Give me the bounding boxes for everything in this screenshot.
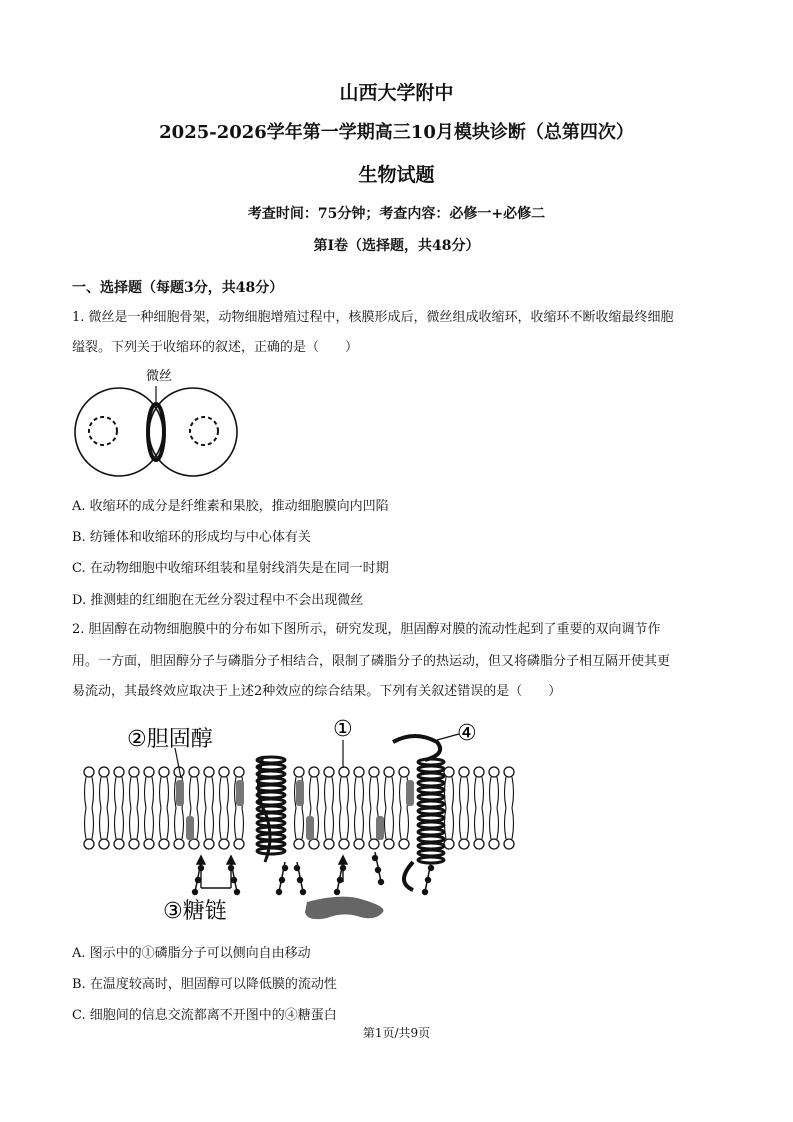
- glycoprotein-label: ④: [457, 721, 477, 746]
- question-2-stem-line-2: 用。一方面，胆固醇分子与磷脂分子相结合，限制了磷脂分子的热运动，但又将磷脂分子相互隔开使其更: [72, 654, 671, 669]
- phospholipid-label: ①: [333, 717, 353, 742]
- question-2-option-c: C. 细胞间的信息交流都离不开图中的④糖蛋白: [72, 1008, 337, 1023]
- right-nucleus: [190, 417, 218, 445]
- phospholipid: [159, 767, 169, 849]
- question-1-stem-line-2: 缢裂。下列关于收缩环的叙述，正确的是（ ）: [72, 340, 359, 355]
- phospholipid: [294, 767, 304, 849]
- sugar-chain-arrows: [197, 856, 347, 888]
- question-2-option-b: B. 在温度较高时，胆固醇可以降低膜的流动性: [72, 977, 337, 992]
- question-1-stem-line-1: 1. 微丝是一种细胞骨架，动物细胞增殖过程中，核膜形成后，微丝组成收缩环，收缩环不断收缩最终细胞: [72, 310, 674, 325]
- question-1-option-a: A. 收缩环的成分是纤维素和果胶，推动细胞膜向内凹陷: [72, 499, 389, 514]
- phospholipid: [384, 767, 394, 849]
- phospholipid: [174, 767, 184, 849]
- phospholipid: [474, 767, 484, 849]
- exam-info: 考查时间：75分钟；考查内容：必修一+必修二: [247, 206, 546, 222]
- question-1-option-c: C. 在动物细胞中收缩环组装和星射线消失是在同一时期: [72, 561, 389, 576]
- question-2-stem-line-3: 易流动，其最终效应取决于上述2种效应的综合结果。下列有关叙述错误的是（ ）: [72, 684, 562, 699]
- glycoprotein-pointer: [437, 734, 459, 740]
- school-name: 山西大学附中: [339, 82, 454, 104]
- sugar-chains: [192, 852, 434, 895]
- phospholipid: [399, 767, 409, 849]
- phospholipid: [504, 767, 514, 849]
- microfilament-label: 微丝: [146, 369, 173, 384]
- phospholipid: [324, 767, 334, 849]
- contractile-ring: [148, 404, 164, 460]
- subject-title: 生物试题: [358, 164, 435, 186]
- phospholipid: [489, 767, 499, 849]
- phospholipid: [84, 767, 94, 849]
- phospholipid: [129, 767, 139, 849]
- phospholipid: [99, 767, 109, 849]
- sugar-chain-label: ③糖链: [163, 899, 227, 924]
- phospholipid-bilayer: [84, 767, 514, 849]
- phospholipid: [219, 767, 229, 849]
- cell-division-figure: [70, 360, 245, 485]
- question-2-option-a: A. 图示中的①磷脂分子可以侧向自由移动: [72, 946, 311, 961]
- phospholipid: [234, 767, 244, 849]
- extracellular-protein: [305, 897, 383, 919]
- question-2-stem-line-1: 2. 胆固醇在动物细胞膜中的分布如下图所示，研究发现，胆固醇对膜的流动性起到了重要的双向调节作: [72, 622, 661, 637]
- phospholipid: [144, 767, 154, 849]
- phospholipid: [354, 767, 364, 849]
- left-nucleus: [89, 417, 117, 445]
- protein-1: [257, 756, 285, 862]
- section-heading: 一、选择题（每题3分，共48分）: [72, 280, 284, 296]
- question-1-option-d: D. 推测蛙的红细胞在无丝分裂过程中不会出现微丝: [72, 593, 364, 608]
- question-1-option-b: B. 纺锤体和收缩环的形成均与中心体有关: [72, 530, 311, 545]
- page-number: 第1页/共9页: [362, 1026, 431, 1040]
- phospholipid: [459, 767, 469, 849]
- part-title: 第I卷（选择题，共48分）: [313, 238, 480, 254]
- phospholipid: [114, 767, 124, 849]
- cholesterol-label: ②胆固醇: [127, 727, 213, 752]
- phospholipid: [339, 767, 349, 849]
- exam-title: 2025-2026学年第一学期高三10月模块诊断（总第四次）: [159, 122, 634, 143]
- phospholipid: [444, 767, 454, 849]
- phospholipid: [204, 767, 214, 849]
- cell-membrane-figure: [75, 712, 525, 927]
